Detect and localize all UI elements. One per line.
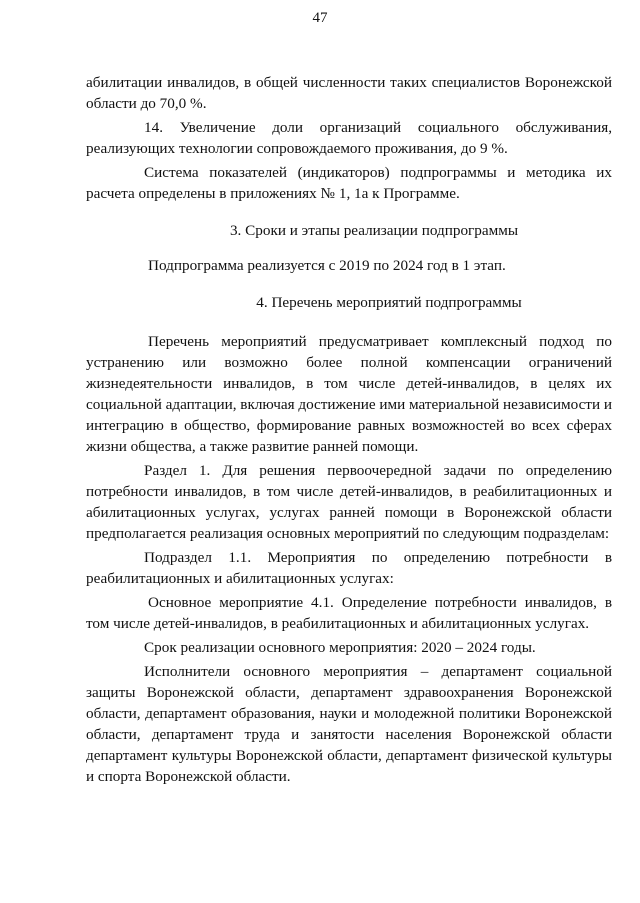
paragraph-continuation: абилитации инвалидов, в общей численности таких специалистов Воронежской области до 70,0 %. [86,74,612,112]
paragraph-indicator-system: Система показателей (индикаторов) подпрограммы и методика их расчета определены в приложениях № 1, 1а к Программе. [86,164,612,202]
paragraph-term: Подпрограмма реализуется с 2019 по 2024 год в 1 этап. [148,257,506,274]
paragraph-implementation-period: Срок реализации основного мероприятия: 2020 – 2024 годы. [144,639,536,656]
section-heading-3: 3. Сроки и этапы реализации подпрограммы [229,222,519,239]
paragraph-main-measure-4-1: Основное мероприятие 4.1. Определение потребности инвалидов, в том числе детей-инвалидов, в реабилитационных и абилитационных услугах. [86,594,612,632]
paragraph-subsection-1-1: Подраздел 1.1. Мероприятия по определению потребности в реабилитационных и абилитационных услугах: [86,549,612,587]
page-number: 47 [312,10,328,26]
section-heading-4: 4. Перечень мероприятий подпрограммы [256,294,522,311]
paragraph-executors: Исполнители основного мероприятия – департамент социальной защиты Воронежской области, департамент здравоохранения Воронежской области, департамент образования, науки и молодежной политики Воронежской области, департамент труда и занятости населения Воронежской области департамент культуры Воронежской области, департамент физической культуры и спорта Воронежской области. [86,663,612,785]
paragraph-section-1: Раздел 1. Для решения первоочередной задачи по определению потребности инвалидов, в том числе детей-инвалидов, в реабилитационных и абилитационных услугах, услугах ранней помощи в Воронежской области предполагается реализация основных мероприятий по следующим подразделам: [86,462,612,542]
paragraph-indicator-14: 14. Увеличение доли организаций социального обслуживания, реализующих технологии сопровождаемого проживания, до 9 %. [86,119,612,157]
document-body [86,72,612,787]
paragraph-measures-overview: Перечень мероприятий предусматривает комплексный подход по устранению или возможно более полной компенсации ограничений жизнедеятельности инвалидов, в том числе детей-инвалидов, в целях их социальной адаптации, включая достижение ими материальной независимости и интеграцию в общество, формирование равных возможностей во всех сферах жизни общества, а также развитие ранней помощи. [86,333,613,455]
